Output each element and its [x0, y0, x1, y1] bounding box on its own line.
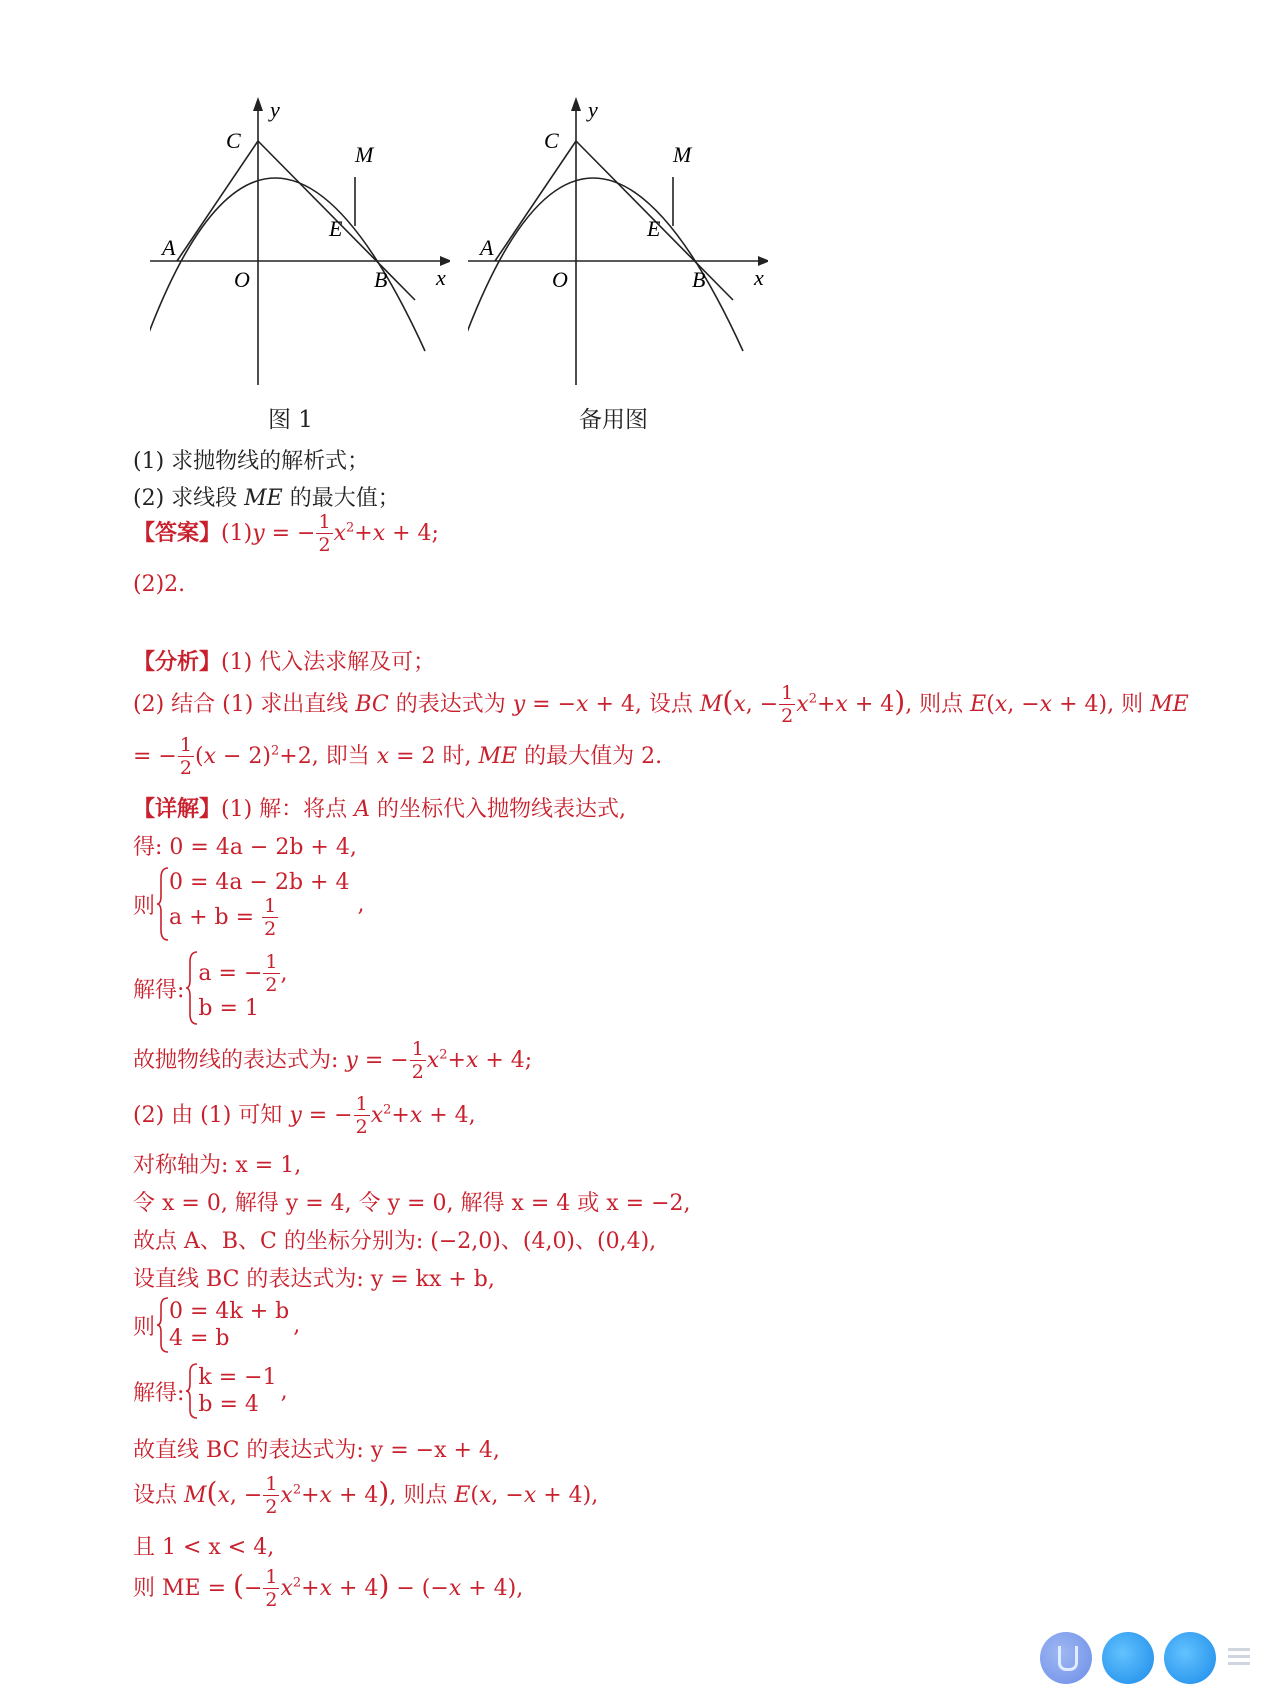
bubble-icon [1040, 1632, 1092, 1684]
analysis-p2-e: , 则 [1107, 692, 1151, 717]
fig2-label-a: A [480, 235, 494, 260]
fig1-label-e: E [329, 216, 343, 241]
figure-2-caption: 备用图 [579, 407, 648, 433]
detail-line-6: 令 x = 0, 解得 y = 4, 令 y = 0, 解得 x = 4 或 x = −2, [133, 1191, 691, 1216]
bubble-icon [1164, 1632, 1216, 1684]
fig2-label-m: M [673, 142, 692, 167]
detail-system-3: 则 0 = 4k + b 4 = b , [133, 1296, 300, 1354]
detail-l4: (2) 由 (1) 可知 [133, 1103, 290, 1128]
figure-2 [468, 95, 768, 385]
analysis-tag: 【分析】 [133, 649, 222, 675]
question-2-suffix: 的最大值； [282, 486, 400, 511]
detail-sys3-r2: 4 = b [169, 1326, 230, 1351]
detail-sys2-r2: b = 1 [198, 996, 259, 1022]
analysis-p3-a: , 即当 [311, 744, 377, 769]
watermark-bubbles [1040, 1628, 1280, 1689]
detail-line-1: 【详解】(1) 解：将点 A 的坐标代入抛物线表达式, [133, 796, 627, 822]
question-2-var: ME [244, 486, 283, 511]
detail-sys4-r2: b = 4 [198, 1392, 259, 1417]
detail-sys3-r1: 0 = 4k + b [169, 1298, 290, 1324]
detail-jiede-2: 解得: [133, 1380, 185, 1406]
analysis-p2-b: 的表达式为 [388, 692, 513, 717]
analysis-p3-b: 时, [435, 744, 479, 769]
detail-l3: 故抛物线的表达式为: [133, 1048, 346, 1073]
detail-ze-2: 则 [133, 1314, 156, 1340]
detail-line-4: (2) 由 (1) 可知 y = − $\frac{1}{2}$ $x^2+x + 4$, [133, 1093, 476, 1138]
fig1-label-o: O [234, 267, 250, 292]
detail-line-2: 得: 0 = 4a − 2b + 4, [133, 835, 357, 860]
brace-icon [157, 866, 169, 942]
question-1: (1) 求抛物线的解析式； [133, 449, 370, 474]
detail-system-2: 解得: a = − $\frac{1}{2}$ , b = 1 [133, 950, 288, 1026]
detail-sys4-r1: k = −1 [198, 1364, 277, 1390]
fig2-label-c: C [544, 128, 559, 153]
bubble-icon [1102, 1632, 1154, 1684]
fig2-label-e: E [647, 216, 661, 241]
detail-line-9: 故直线 BC 的表达式为: y = −x + 4, [133, 1438, 500, 1463]
answer-tag: 【答案】 [133, 520, 222, 546]
brace-icon [186, 950, 198, 1026]
detail-jiede-1: 解得: [133, 977, 185, 1003]
figure-2-svg [468, 95, 768, 385]
analysis-line-2: (2) 结合 (1) 求出直线 BC 的表达式为 y = −x + 4, 设点 M(x, − $\frac{1}{2}$ $x^2+x + 4$), 则点 E(x, −x + 4), 则 ME [133, 682, 1189, 727]
figure-1-caption: 图 1 [268, 407, 313, 433]
analysis-line-3: = − $\frac{1}{2}$ $(x - 2)^2+2$, 即当 x = 2 时, ME 的最大值为 2. [133, 734, 663, 779]
analysis-p3-c: 的最大值为 2. [517, 744, 663, 769]
detail-line-5: 对称轴为: x = 1, [133, 1153, 302, 1178]
detail-line-11: 且 1 < x < 4, [133, 1535, 275, 1560]
fig1-label-c: C [226, 128, 241, 153]
detail-l1-b: 的坐标代入抛物线表达式, [370, 797, 627, 822]
fig1-label-x: x [436, 265, 446, 290]
fig1-label-m: M [355, 142, 374, 167]
brace-icon [186, 1362, 198, 1420]
figure-1-svg [150, 95, 450, 385]
fig2-label-b: B [692, 267, 706, 292]
question-2-prefix: (2) 求线段 [133, 486, 245, 511]
detail-l1: (1) 解：将点 [221, 797, 355, 822]
detail-tag: 【详解】 [133, 796, 222, 822]
analysis-line-1 [133, 645, 435, 676]
fig1-label-y: y [270, 97, 280, 122]
question-2 [133, 481, 400, 512]
detail-line-3: 故抛物线的表达式为: y = − $\frac{1}{2}$ $x^2+x + 4$; [133, 1038, 533, 1083]
detail-system-1: 则 0 = 4a − 2b + 4 a + b = $\frac{1}{2}$ , [133, 866, 364, 942]
answer-line-2: (2)2. [133, 572, 186, 597]
answer-1-prefix: (1) [221, 521, 253, 546]
fig1-label-b: B [374, 267, 388, 292]
answer-line-1: 【答案】(1)y = − $\frac{1}{2}$ $x^2+x + 4$; [133, 511, 439, 556]
detail-l10-a: 设点 [133, 1483, 184, 1508]
analysis-p1: (1) 代入法求解及可； [221, 650, 436, 675]
analysis-p2-d: , 则点 [905, 692, 971, 717]
figure-1 [150, 95, 450, 385]
brace-icon [157, 1296, 169, 1354]
detail-line-10: 设点 M(x, − $\frac{1}{2}$ $x^2+x + 4$), 则点 E(x, −x + 4), [133, 1473, 599, 1518]
detail-system-4: 解得: k = −1 b = 4 , [133, 1362, 288, 1420]
detail-line-8: 设直线 BC 的表达式为: y = kx + b, [133, 1267, 495, 1292]
detail-l10-b: , 则点 [389, 1483, 455, 1508]
detail-line-7: 故点 A、B、C 的坐标分别为: (−2,0)、(4,0)、(0,4), [133, 1229, 657, 1254]
fig2-label-y: y [588, 97, 598, 122]
fig1-label-a: A [162, 235, 176, 260]
menu-lines-icon [1228, 1648, 1250, 1669]
fig2-label-x: x [754, 265, 764, 290]
detail-line-12: 则 ME = (− $\frac{1}{2}$ $x^2+x + 4) - (-x + 4)$, [133, 1566, 524, 1611]
detail-l12-a: 则 ME = [133, 1576, 233, 1601]
detail-ze-1: 则 [133, 893, 156, 919]
analysis-p2-a: (2) 结合 (1) 求出直线 [133, 692, 356, 717]
detail-sys1-r2: a + b = [169, 904, 262, 930]
detail-sys2-r1: a = − [198, 961, 263, 987]
fig2-label-o: O [552, 267, 568, 292]
detail-sys1-r1: 0 = 4a − 2b + 4 [169, 870, 350, 896]
analysis-p2-c: , 设点 [634, 692, 700, 717]
